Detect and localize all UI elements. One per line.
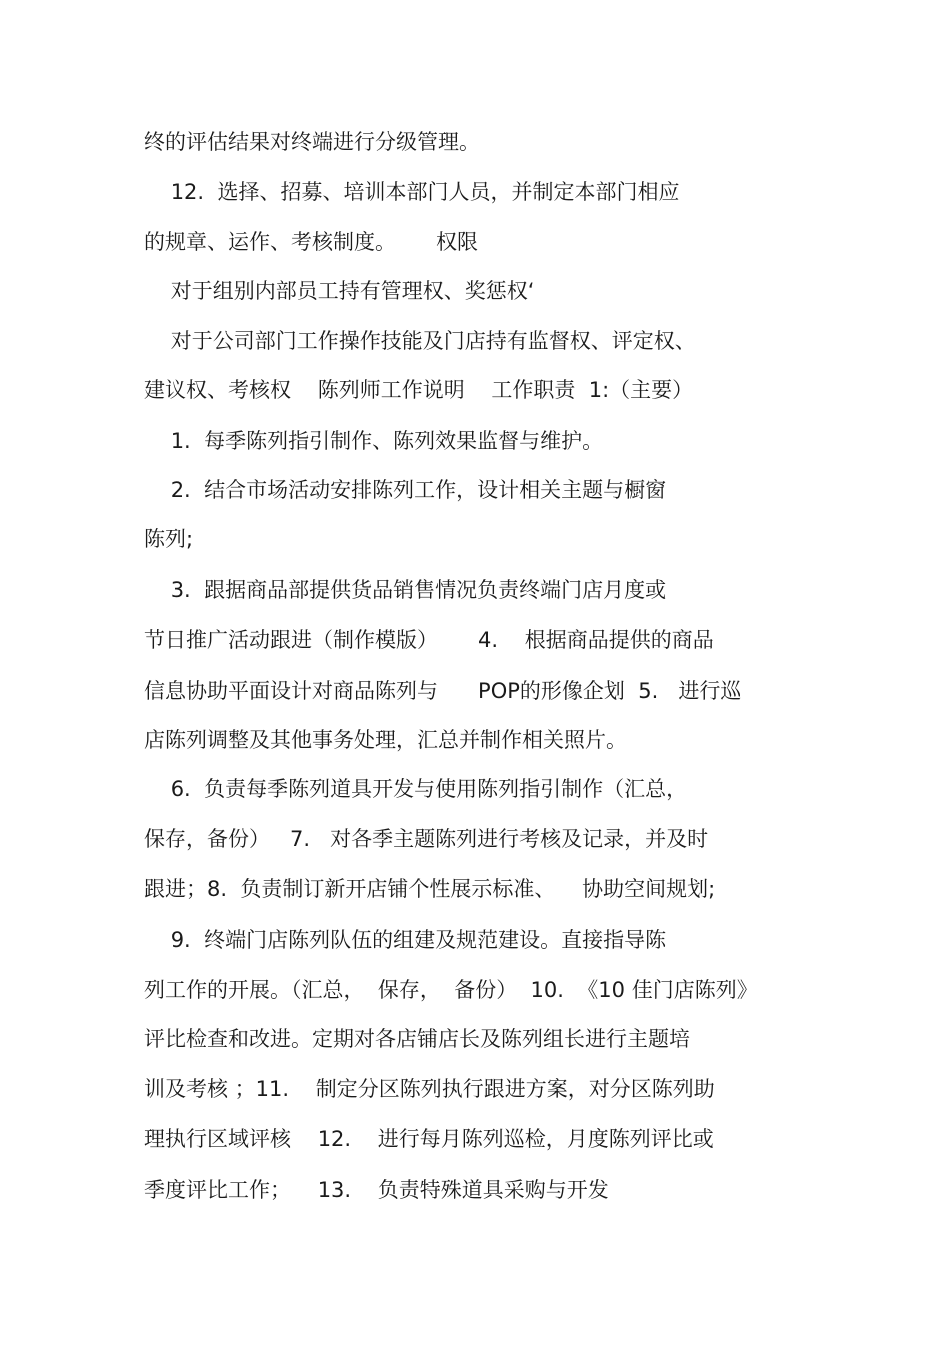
text-line: 的规章、运作、考核制度。 权限: [144, 230, 479, 254]
text-line: 6. 负责每季陈列道具开发与使用陈列指引制作（汇总，: [144, 777, 688, 801]
text-line: 3. 跟据商品部提供货品销售情况负责终端门店月度或: [144, 578, 667, 602]
text-line: 12. 选择、招募、培训本部门人员，并制定本部门相应: [144, 180, 680, 204]
text-line: 1. 每季陈列指引制作、陈列效果监督与维护。: [144, 429, 604, 453]
text-line: 店陈列调整及其他事务处理，汇总并制作相关照片。: [144, 728, 627, 752]
text-line: 理执行区域评核 12. 进行每月陈列巡检，月度陈列评比或: [144, 1127, 714, 1151]
text-line: 保存，备份） 7. 对各季主题陈列进行考核及记录，并及时: [144, 827, 709, 851]
text-line: 陈列;: [144, 527, 194, 551]
text-line: 列工作的开展。（汇总， 保存， 备份） 10. 《10 佳门店陈列》: [144, 978, 758, 1002]
text-line: 终的评估结果对终端进行分级管理。: [144, 130, 480, 154]
text-line: 评比检查和改进。定期对各店铺店长及陈列组长进行主题培: [144, 1027, 690, 1051]
text-line: 训及考核 ；11. 制定分区陈列执行跟进方案，对分区陈列助: [144, 1077, 715, 1101]
text-line: 对于公司部门工作操作技能及门店持有监督权、评定权、: [144, 329, 696, 353]
text-line: 季度评比工作； 13. 负责特殊道具采购与开发: [144, 1178, 609, 1202]
text-line: 9. 终端门店陈列队伍的组建及规范建设。直接指导陈: [144, 928, 667, 952]
text-line: 对于组别内部员工持有管理权、奖惩权‘: [144, 279, 535, 303]
text-line: 节日推广活动跟进（制作模版） 4. 根据商品提供的商品: [144, 628, 714, 652]
text-line: 跟进；8. 负责制订新开店铺个性展示标准、 协助空间规划;: [144, 877, 716, 901]
text-line: 信息协助平面设计对商品陈列与 POP的形像企划 5. 进行巡: [144, 679, 742, 703]
text-line: 2. 结合市场活动安排陈列工作，设计相关主题与橱窗: [144, 478, 667, 502]
text-line: 建议权、考核权 陈列师工作说明 工作职责 1:（主要）: [144, 378, 694, 402]
